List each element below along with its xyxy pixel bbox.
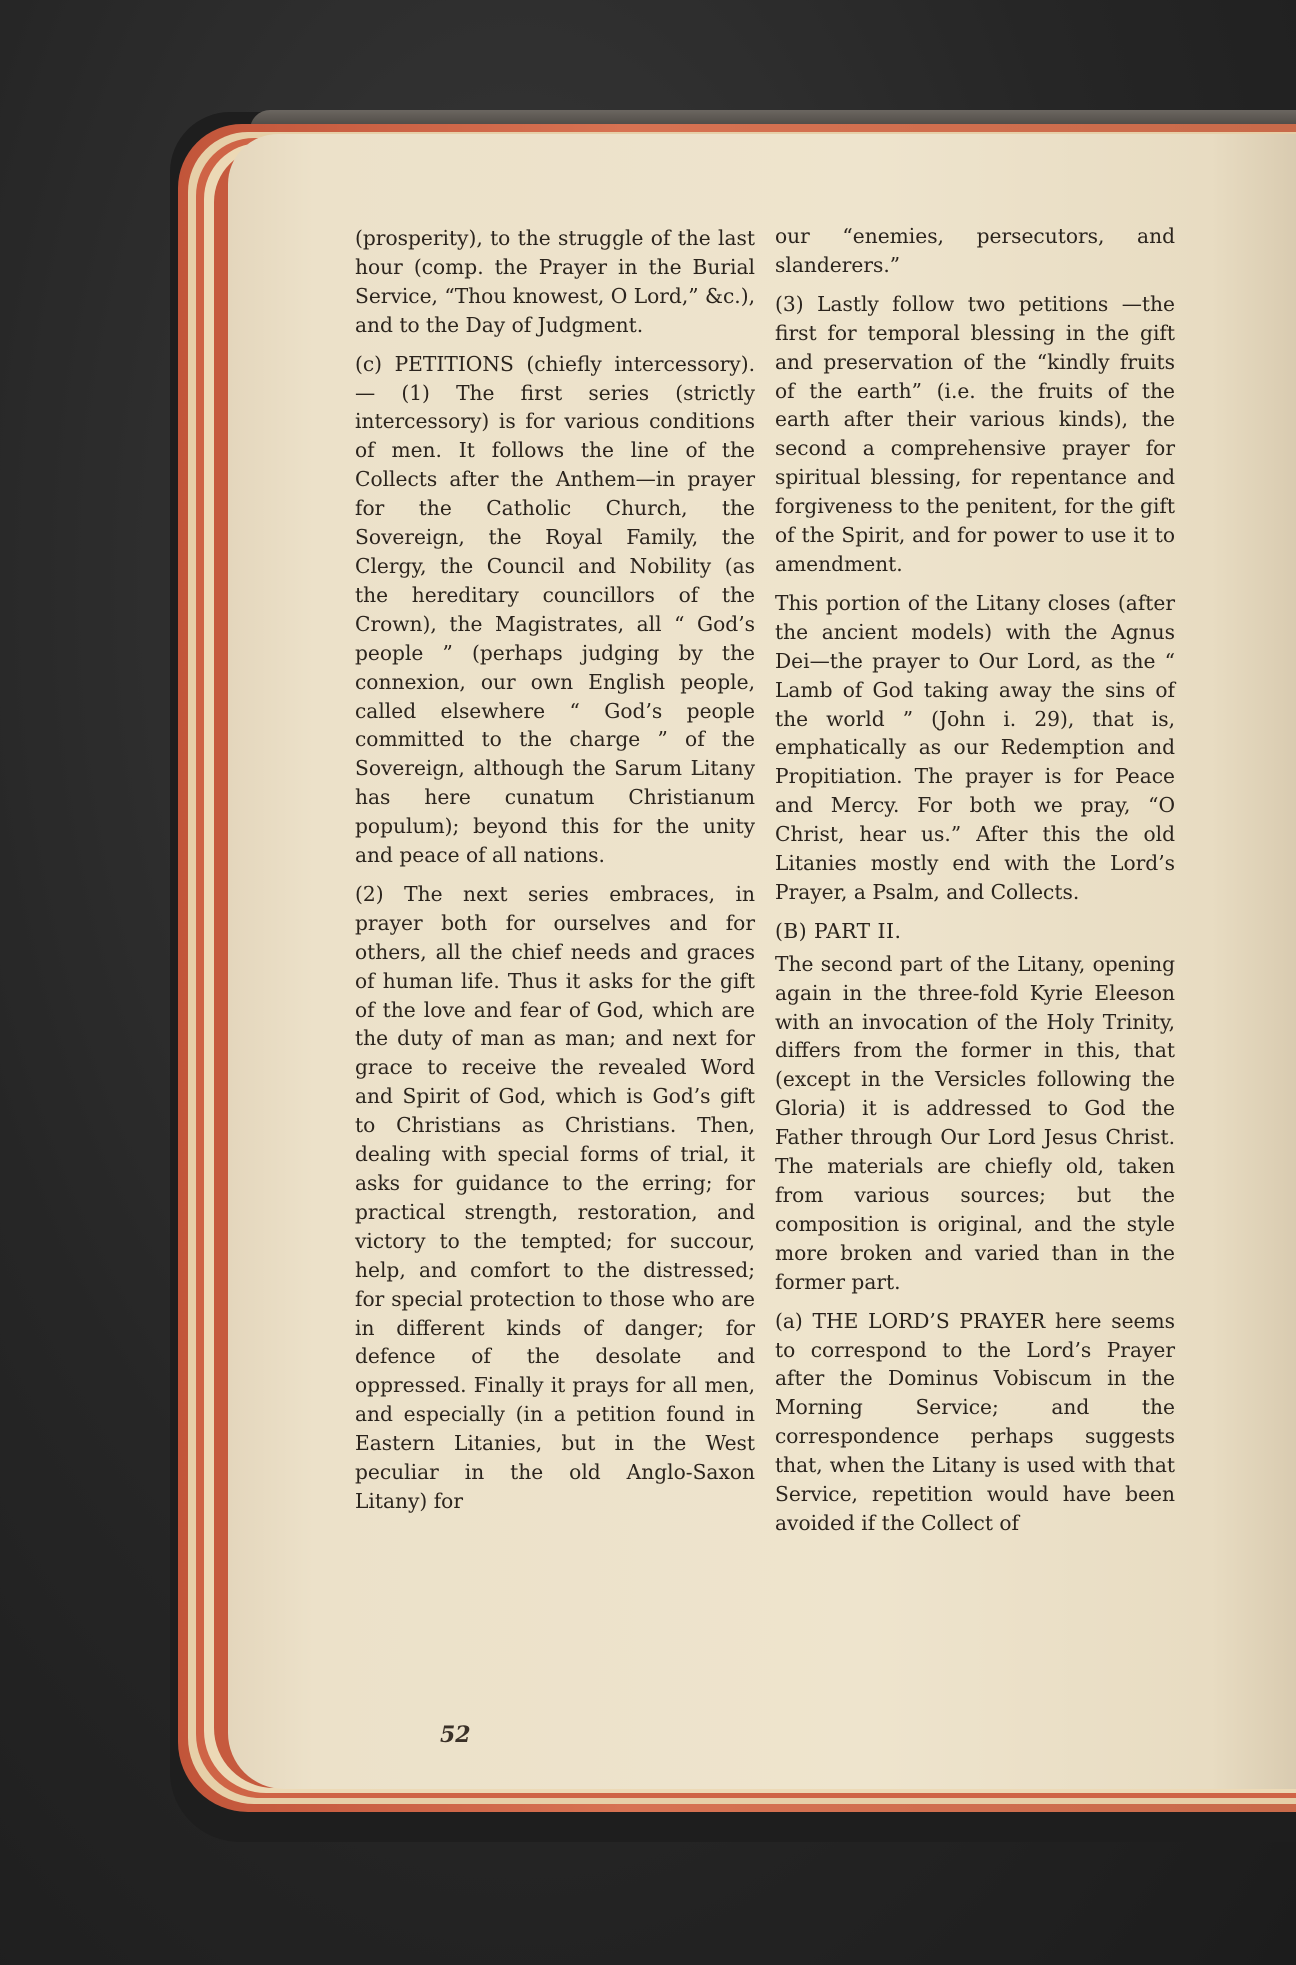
right-paragraph-4: The second part of the Litany, opening again in the three-fold Kyrie Eleeson with an invocation of the Holy Trinity, differs from the former in this, that (except in the Versicles following the Gloria) it is addressed to God the Father through Our Lord Jesus Christ. The materials are chiefly old, taken from various sources; but the composition is original, and the style more broken and varied than in the former part. bbox=[775, 951, 1175, 1294]
right-paragraph-2: (3) Lastly follow two petitions —the first for temporal blessing in the gift and preservation of the “kindly fruits of the earth” (i.e. the fruits of the earth after their various kinds), the second a comprehensive prayer for spiritual blessing, for repentance and forgiveness to the penitent, for the gift of the Spirit, and for power to use it to amendment. bbox=[775, 291, 1175, 576]
left-paragraph-2: (c) PETITIONS (chiefly intercessory). — (1) The first series (strictly intercessory) is for various conditions of men. It follows the line of the Collects after the Anthem—in prayer for the Catholic Church, the Sovereign, the Royal Family, the Clergy, the Council and Nobility (as the hereditary councillors of the Crown), the Magistrates, all “ God’s people ” (perhaps judging by the connexion, our own English people, called elsewhere “ God’s people committed to the charge ” of the Sovereign, although the Sarum Litany has here cunatum Christianum populum); beyond this for the unity and peace of all nations. bbox=[355, 351, 755, 868]
section-heading-part-ii: (B) PART II. bbox=[775, 918, 902, 943]
left-paragraph-1: (prosperity), to the struggle of the last hour (comp. the Prayer in the Burial Service, “Thou knowest, O Lord,” &c.), and to the Day of Judgment. bbox=[355, 226, 755, 337]
left-text-column bbox=[355, 224, 755, 1526]
right-text-column bbox=[775, 222, 1175, 1548]
right-paragraph-3: This portion of the Litany closes (after the ancient models) with the Agnus Dei—the prayer to Our Lord, as the “ Lamb of God taking away the sins of the world ” (John i. 29), that is, emphatically as our Redemption and Propitiation. The prayer is for Peace and Mercy. For both we pray, “O Christ, hear us.” After this the old Litanies mostly end with the Lord’s Prayer, a Psalm, and Collects. bbox=[775, 590, 1175, 904]
right-paragraph-5: (a) THE LORD’S PRAYER here seems to correspond to the Lord’s Prayer after the Dominus Vobiscum in the Morning Service; and the correspondence perhaps suggests that, when the Litany is used with that Service, repetition would have been avoided if the Collect of bbox=[775, 1308, 1175, 1535]
page-number: 52 bbox=[440, 1722, 471, 1748]
left-paragraph-3: (2) The next series embraces, in prayer both for ourselves and for others, all the chief needs and graces of human life. Thus it asks for the gift of the love and fear of God, which are the duty of man as man; and next for grace to receive the revealed Word and Spirit of God, which is God’s gift to Christians as Christians. Then, dealing with special forms of trial, it asks for guidance to the erring; for practical strength, restoration, and victory to the tempted; for succour, help, and comfort to the distressed; for special protection to those who are in different kinds of danger; for defence of the desolate and oppressed. Finally it prays for all men, and especially (in a petition found in Eastern Litanies, but in the West peculiar in the old Anglo-Saxon Litany) for bbox=[355, 881, 755, 1513]
right-paragraph-1: our “enemies, persecutors, and slanderers.” bbox=[775, 224, 1175, 277]
